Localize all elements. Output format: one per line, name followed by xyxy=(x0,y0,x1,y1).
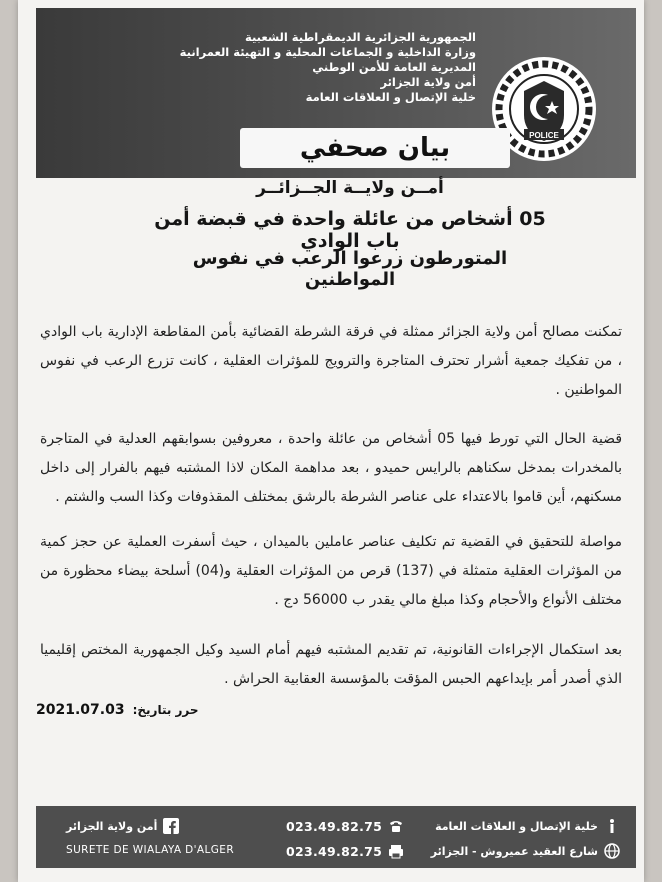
header-text xyxy=(146,30,476,105)
paragraph: تمكنت مصالح أمن ولاية الجزائر ممثلة في فرقة الشرطة القضائية بأمن المقاطعة الإدارية باب الوادي ، من تفكيك جمعية أشرار تحترف المتاجرة والترويج للمؤثرات العقلية ، كانت تزرع الرعب في نفوس المواطنين . xyxy=(40,324,622,398)
headline-main: 05 أشخاص من عائلة واحدة في قبضة أمن باب الوادي xyxy=(154,208,546,252)
address-text: شارع العقيد عميروش - الجزائر xyxy=(430,844,598,858)
paragraph: قضية الحال التي تورط فيها 05 أشخاص من عائلة واحدة ، معروفين بسوابقهم العدلية في المتاجرة بالمخدرات بمدخل سكناهم بالرايس حميدو ، بعد مداهمة المكان لاذا المشتبه فيهم بالفرار إلى داخل مسكنهم، أين قاموا بالاعتداء على عناصر الشرطة بالرشق بمختلف المقذوفات وكذا السب والشتم . xyxy=(40,431,623,505)
facebook-icon xyxy=(163,818,179,834)
headline-sub: المتورطون زرعوا الرعب في نفوس المواطنين xyxy=(192,248,508,290)
paragraph: بعد استكمال الإجراءات القانونية، تم تقديم المشتبه فيهم أمام السيد وكيل الجمهورية المختص إقليميا الذي أصدر أمر بإيداعهم الحبس المؤقت بالمؤسسة العقابية الحراش . xyxy=(40,642,622,687)
globe-icon xyxy=(604,843,620,859)
info-icon xyxy=(604,818,620,834)
footer-cell xyxy=(435,818,620,834)
header-line: خلية الإتصال و العلاقات العامة xyxy=(305,90,476,104)
date-value: 2021.07.03 xyxy=(36,702,125,718)
footer-address xyxy=(431,843,620,859)
emblem-text: POLICE xyxy=(529,131,559,140)
footer-phone-2 xyxy=(286,843,404,859)
headline-agency: أمــن ولايــة الجــزائــر xyxy=(256,178,444,198)
header-line: المديرية العامة للأمن الوطني xyxy=(312,60,476,74)
header-line: الجمهورية الجزائرية الديمقراطية الشعبية xyxy=(244,30,476,44)
footer-latin-label: SURETE DE WIALAYA D'ALGER xyxy=(66,844,235,856)
footer-band xyxy=(36,806,636,868)
fax-icon xyxy=(388,843,404,859)
phone-number: 023.49.82.75 xyxy=(286,818,383,834)
fax-number: 023.49.82.75 xyxy=(286,843,383,859)
facebook-label: أمن ولاية الجزائر xyxy=(66,819,158,833)
date-label: حرر بتاريخ: xyxy=(132,703,199,717)
paragraph: مواصلة للتحقيق في القضية تم تكليف عناصر عاملين بالميدان ، حيث أسفرت العملية عن حجز كمية من المؤثرات العقلية متمثلة في (137) قرص من المؤثرات العقلية و(04) أسلحة بيضاء محظورة من مختلف الأنواع والأحجام وكذا مبلغ مالي يقدر ب 56000 دج . xyxy=(40,534,622,608)
footer-phone-1 xyxy=(286,818,404,834)
header-line: وزارة الداخلية و الجماعات المحلية و التهيئة العمرانية xyxy=(179,45,476,59)
cell-label: خلية الإتصال و العلاقات العامة xyxy=(435,819,598,833)
footer-facebook[interactable] xyxy=(66,818,179,834)
phone-icon xyxy=(388,818,404,834)
document-title: بيان صحفي xyxy=(240,128,510,168)
issue-date xyxy=(36,702,266,718)
header-line: أمن ولاية الجزائر xyxy=(380,75,476,89)
